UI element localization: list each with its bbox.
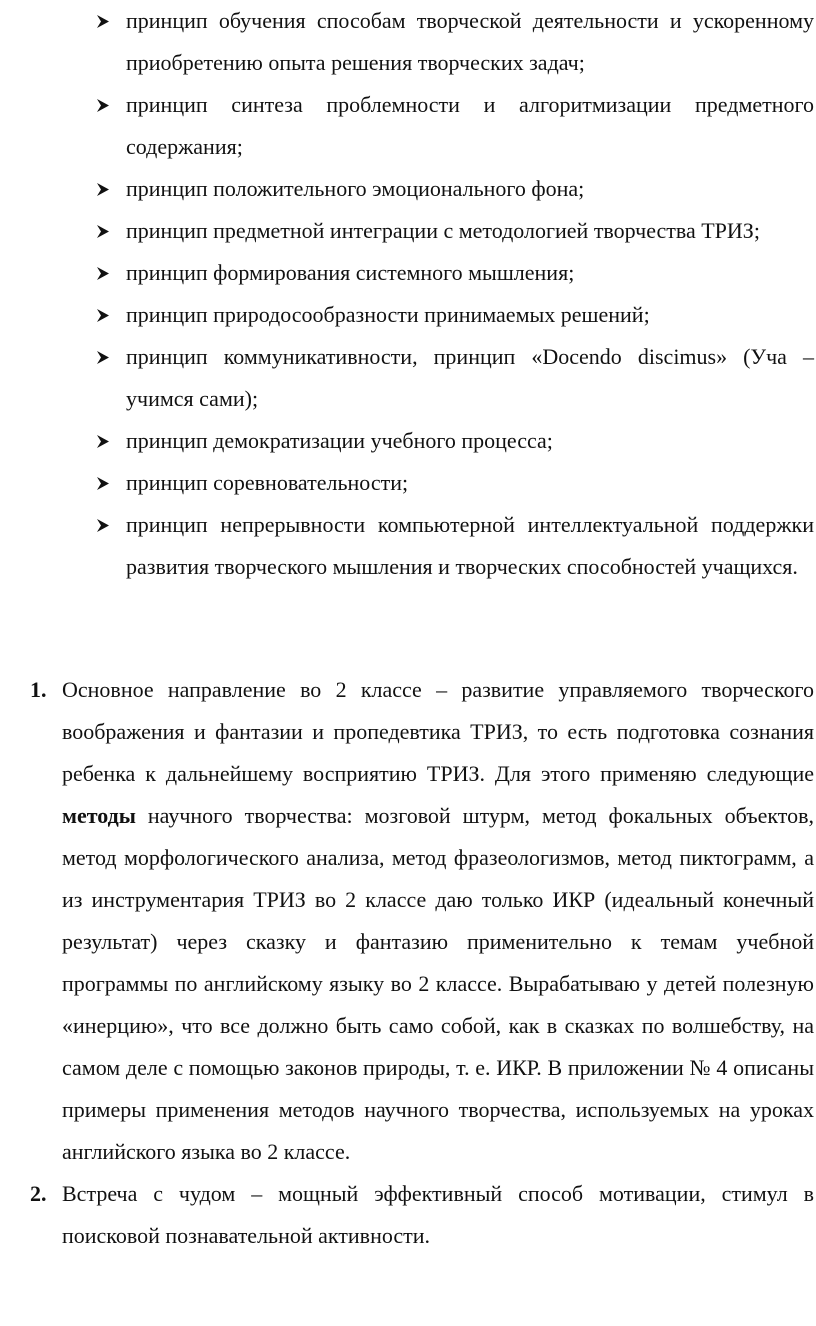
list-item (96, 462, 814, 504)
numbered-item-text (62, 1181, 814, 1248)
list-item-text: принцип положительного эмоционального фона; (126, 176, 585, 201)
numbered-item (30, 1173, 814, 1257)
list-item (96, 336, 814, 420)
text-segment: Основное направление во 2 классе – развитие управляемого творческого воображения и фантазии и пропедевтика ТРИЗ, то есть подготовка сознания ребенка к дальнейшему восприятию ТРИЗ. Для этого применяю следующие (62, 677, 814, 786)
list-item-text: принцип предметной интеграции с методологией творчества ТРИЗ; (126, 218, 760, 243)
list-item-text: принцип синтеза проблемности и алгоритмизации предметного содержания; (126, 92, 814, 159)
arrow-bullet-icon (96, 476, 110, 491)
list-item-text: принцип коммуникативности, принцип «Docendo discimus» (Уча – учимся сами); (126, 344, 814, 411)
text-segment: Встреча с чудом – мощный эффективный способ мотивации, стимул в поисковой познавательной активности. (62, 1181, 814, 1248)
list-item (96, 294, 814, 336)
list-item (96, 252, 814, 294)
numbered-list (30, 669, 814, 1257)
list-item (96, 168, 814, 210)
text-segment: научного творчества: мозговой штурм, метод фокальных объектов, метод морфологического анализа, метод фразеологизмов, метод пиктограмм, а из инструментария ТРИЗ во 2 классе даю только ИКР (идеальный конечный результат) через сказку и фантазию применительно к темам учебной программы по английскому языку во 2 классе. Вырабатываю у детей полезную «инерцию», что все должно быть само собой, как в сказках по волшебству, на самом деле с помощью законов природы, т. е. ИКР. В приложении № 4 описаны примеры применения методов научного творчества, используемых на уроках английского языка во 2 классе. (62, 803, 814, 1164)
numbered-item (30, 669, 814, 1173)
arrow-bullet-icon (96, 98, 110, 113)
list-item (96, 504, 814, 588)
list-item (96, 0, 814, 84)
item-number: 1. (30, 677, 47, 702)
list-item (96, 84, 814, 168)
arrow-bullet-icon (96, 266, 110, 281)
list-item-text: принцип обучения способам творческой деятельности и ускоренному приобретению опыта решения творческих задач; (126, 8, 814, 75)
arrow-bullet-icon (96, 518, 110, 533)
arrow-bullet-icon (96, 350, 110, 365)
arrow-bullet-icon (96, 182, 110, 197)
numbered-item-text (62, 677, 814, 1164)
list-item-text: принцип природосообразности принимаемых решений; (126, 302, 650, 327)
arrow-bullet-icon (96, 224, 110, 239)
list-item-text: принцип формирования системного мышления; (126, 260, 575, 285)
bold-term: методы (62, 803, 136, 828)
list-item-text: принцип непрерывности компьютерной интеллектуальной поддержки развития творческого мышления и творческих способностей учащихся. (126, 512, 814, 579)
principles-list (96, 0, 814, 588)
arrow-bullet-icon (96, 308, 110, 323)
item-number: 2. (30, 1181, 47, 1206)
list-item-text: принцип демократизации учебного процесса; (126, 428, 553, 453)
arrow-bullet-icon (96, 14, 110, 29)
list-item-text: принцип соревновательности; (126, 470, 409, 495)
arrow-bullet-icon (96, 434, 110, 449)
list-item (96, 420, 814, 462)
list-item (96, 210, 814, 252)
